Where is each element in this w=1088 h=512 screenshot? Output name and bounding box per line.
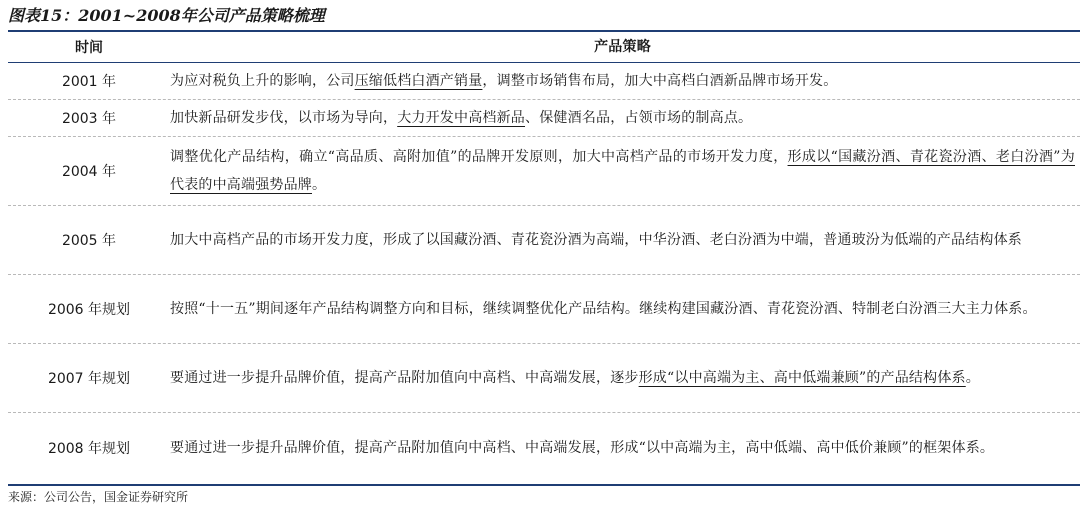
strategy-text: 。 [312,177,327,193]
strategy-text: 要通过进一步提升品牌价值，提高产品附加值向中高档、中高端发展，逐步 [170,370,639,386]
bottom-rule [8,484,1080,486]
row-time: 2004 年 [61,164,117,180]
table-row [8,63,1080,100]
table-row [8,206,1080,275]
row-strategy [170,275,1075,343]
strategy-highlight: 形成以“国藏汾酒、青花瓷汾酒、老白汾酒”为代表的中高端强势品牌 [170,149,1075,193]
row-time: 2006 年规划 [47,302,131,318]
figure-title: 图表15：2001~2008年公司产品策略梳理 [8,6,325,25]
strategy-highlight: 大力开发中高档新品 [397,110,526,126]
strategy-text: 加大中高档产品的市场开发力度，形成了以国藏汾酒、青花瓷汾酒为高端，中华汾酒、老白汾酒为中端，普通玻汾为低端的产品结构体系 [170,232,1022,248]
strategy-text: 。 [965,370,980,386]
row-time: 2001 年 [61,74,117,90]
table-row [8,100,1080,137]
source-note: 来源：公司公告，国金证券研究所 [8,490,189,504]
row-strategy [170,413,1075,483]
table-header-row [8,32,1080,63]
table-row [8,344,1080,413]
strategy-text: 为应对税负上升的影响，公司 [170,73,355,89]
row-time: 2008 年规划 [47,441,131,457]
strategy-text: 、保健酒名品，占领市场的制高点。 [525,110,753,126]
row-time: 2003 年 [61,111,117,127]
strategy-text: 按照“十一五”期间逐年产品结构调整方向和目标，继续调整优化产品结构。继续构建国藏汾酒、青花瓷汾酒、特制老白汾酒三大主力体系。 [170,301,1037,317]
strategy-text: ，调整市场销售布局，加大中高档白酒新品牌市场开发。 [482,73,838,89]
row-strategy [170,63,1075,99]
row-strategy [170,137,1075,205]
row-strategy [170,100,1075,136]
header-time: 时间 [75,40,103,56]
row-time: 2007 年规划 [47,371,131,387]
row-strategy [170,344,1075,412]
header-strategy: 产品策略 [594,39,651,55]
strategy-text: 要通过进一步提升品牌价值，提高产品附加值向中高档、中高端发展，形成“以中高端为主，高中低端、高中低价兼顾”的框架体系。 [170,440,995,456]
row-time: 2005 年 [61,233,117,249]
table-row [8,137,1080,206]
row-strategy [170,206,1075,274]
strategy-highlight: 压缩低档白酒产销量 [354,73,483,89]
strategy-text: 调整优化产品结构，确立“高品质、高附加值”的品牌开发原则，加大中高档产品的市场开发力度， [170,149,788,165]
strategy-text: 加快新品研发步伐，以市场为导向， [170,110,398,126]
table-row [8,275,1080,344]
table-row [8,413,1080,483]
strategy-highlight: 形成“以中高端为主、高中低端兼顾”的产品结构体系 [638,370,966,386]
